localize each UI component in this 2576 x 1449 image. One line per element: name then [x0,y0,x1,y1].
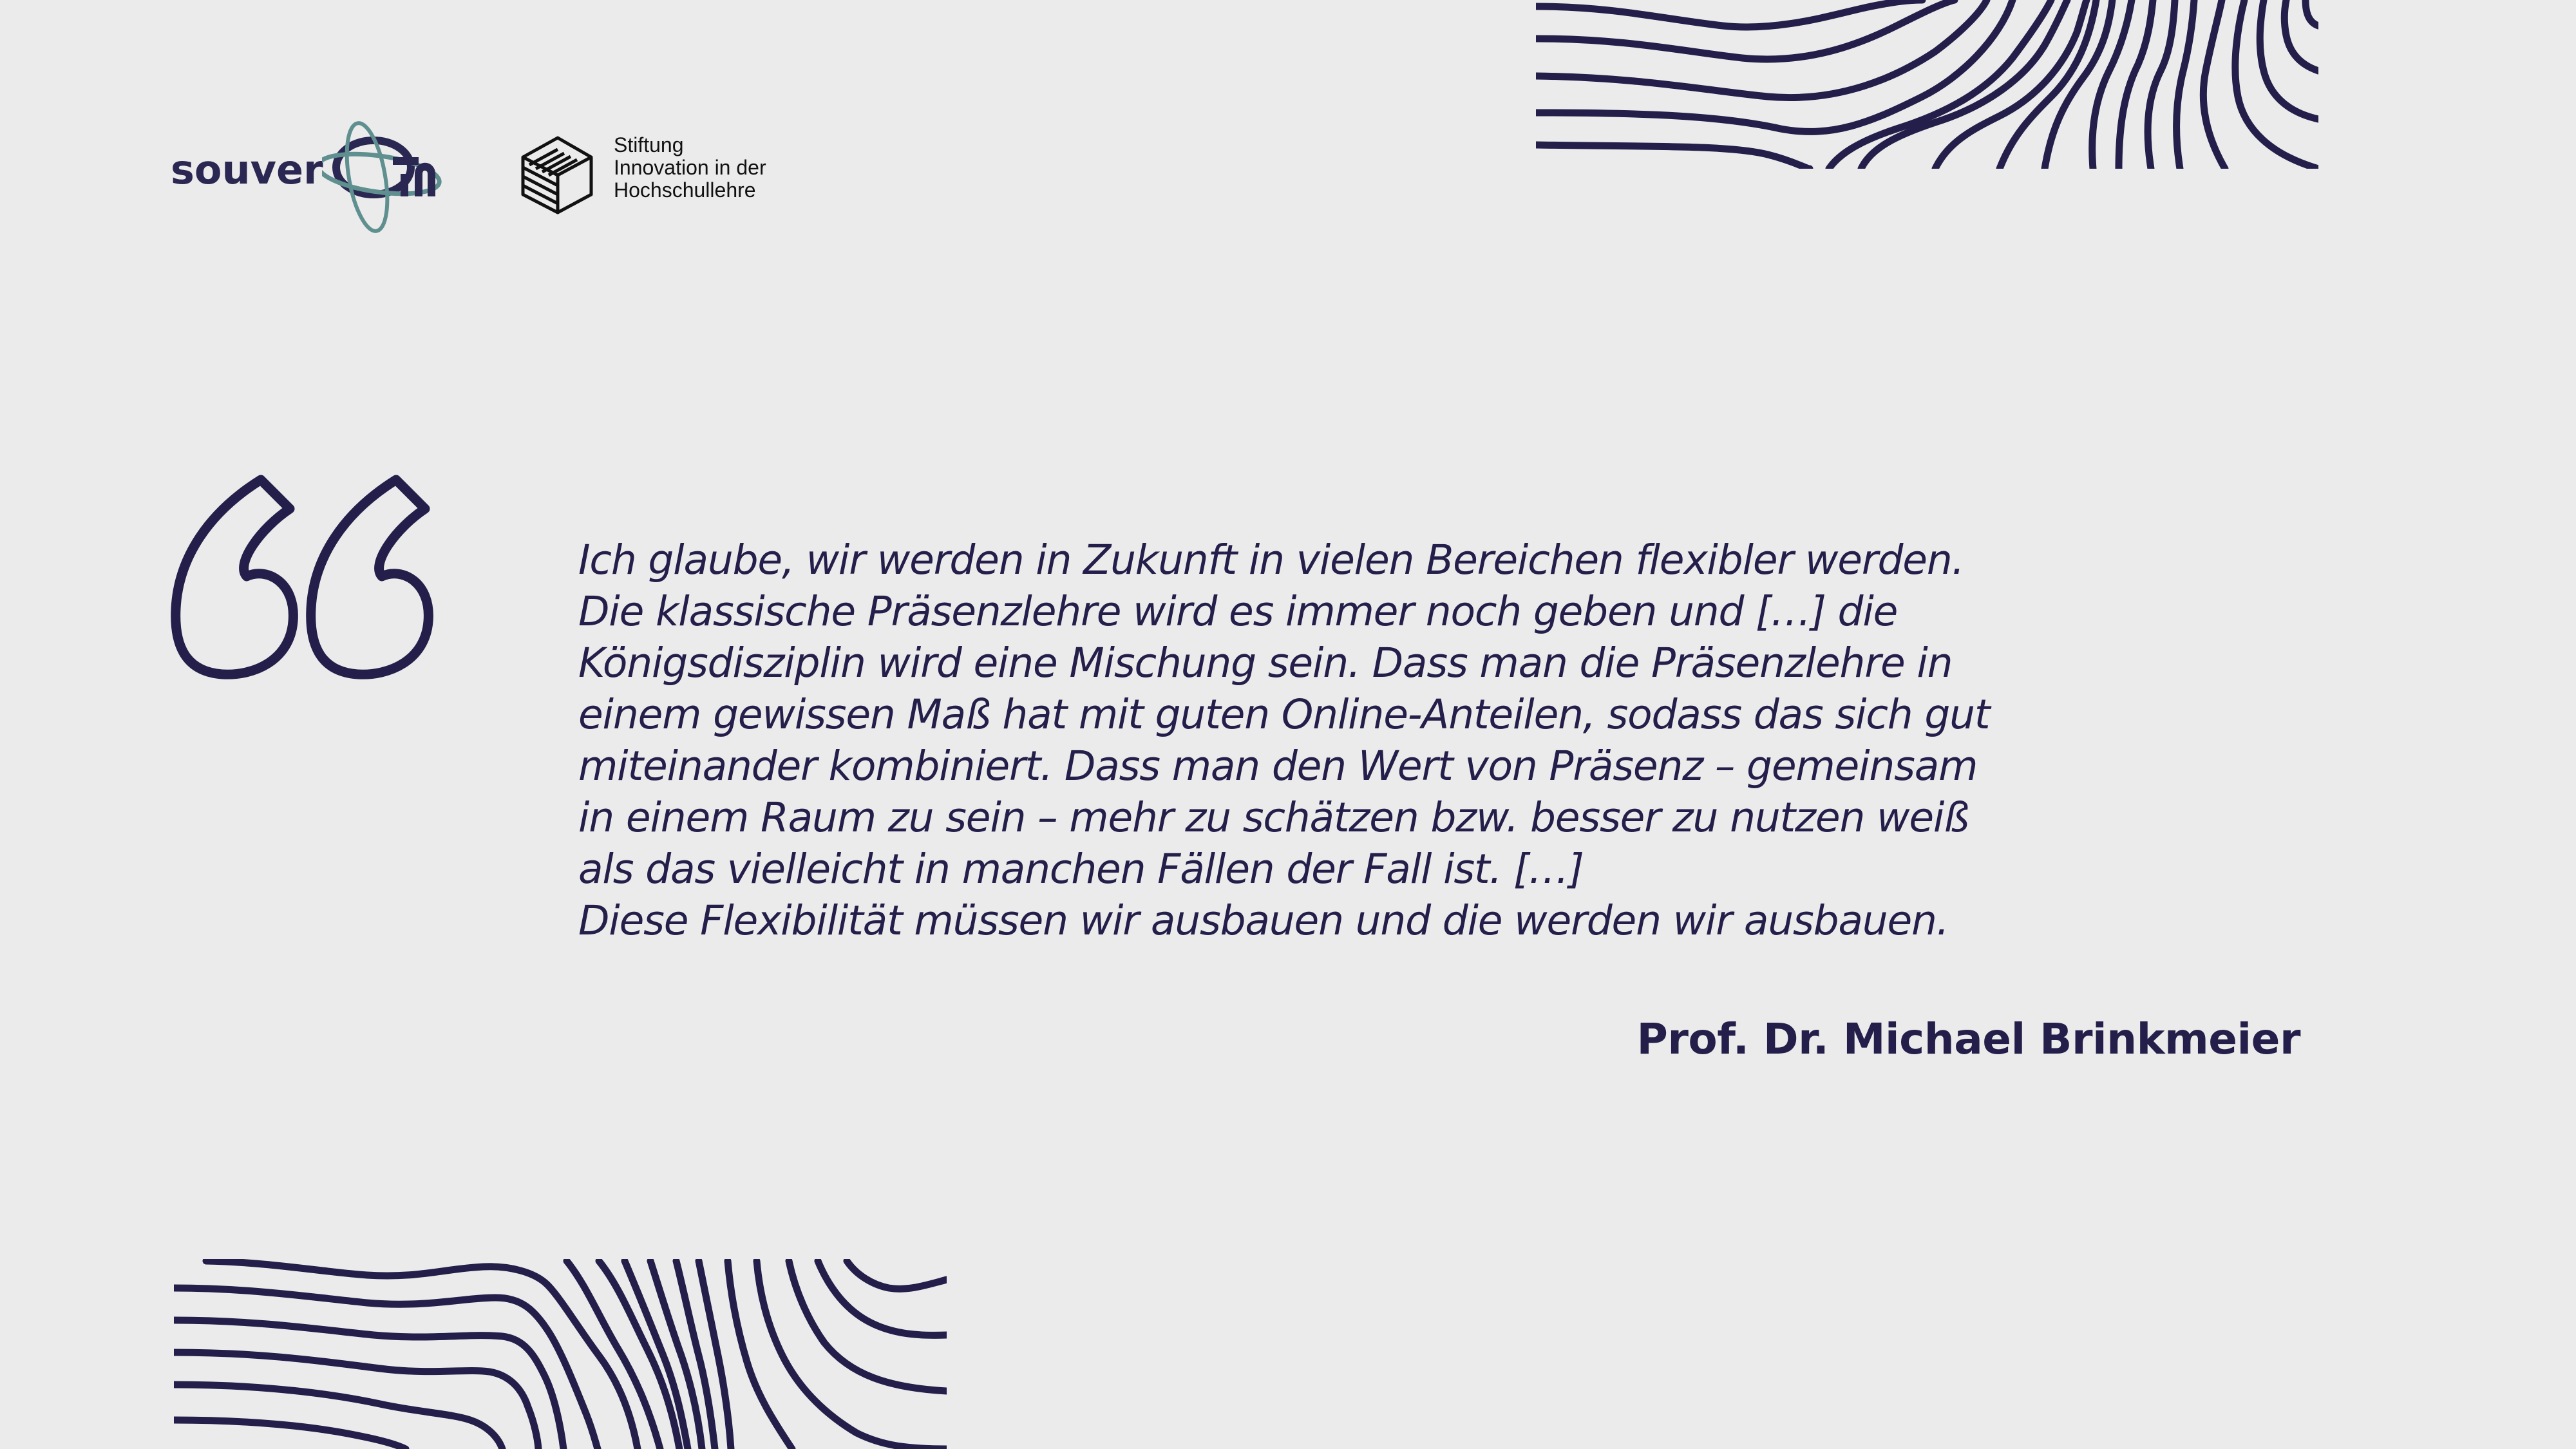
stiftung-line-3: Hochschullehre [614,178,756,202]
decorative-wave-top [1536,0,2318,169]
quote-line: Die klassische Präsenzlehre wird es immer noch geben und […] die [578,588,1898,635]
quote-line: Ich glaube, wir werden in Zukunft in vielen Bereichen flexibler werden. [578,536,1964,583]
stiftung-logo [520,134,829,218]
stiftung-line-2: Innovation in der [614,156,766,179]
decorative-wave-bottom [174,1259,947,1449]
quote-line: als das vielleicht in manchen Fällen der Fall ist. […] [578,846,1584,893]
quote-line: in einem Raum zu sein – mehr zu schätzen bzw. besser zu nutzen weiß [578,794,1969,841]
quote-line: Königsdisziplin wird eine Mischung sein. Dass man die Präsenzlehre in [578,639,1953,687]
quote-line: miteinander kombiniert. Dass man den Wert von Präsenz – gemeinsam [578,743,1978,790]
stiftung-logo-mark [520,135,594,215]
souverain-logo-text: souver [171,146,323,193]
quote-text [578,535,1995,947]
souverain-logo [171,113,441,242]
quote-line: einem gewissen Maß hat mit guten Online-Anteilen, sodass das sich gut [578,691,1990,738]
quotation-mark-icon [171,473,441,686]
quote-author: Prof. Dr. Michael Brinkmeier [1636,1014,2300,1064]
quote-line: Diese Flexibilität müssen wir ausbauen und die werden wir ausbauen. [578,897,1949,944]
stiftung-logo-text [614,134,766,202]
souverain-logo-mark [322,113,444,242]
stiftung-line-1: Stiftung [614,133,684,156]
